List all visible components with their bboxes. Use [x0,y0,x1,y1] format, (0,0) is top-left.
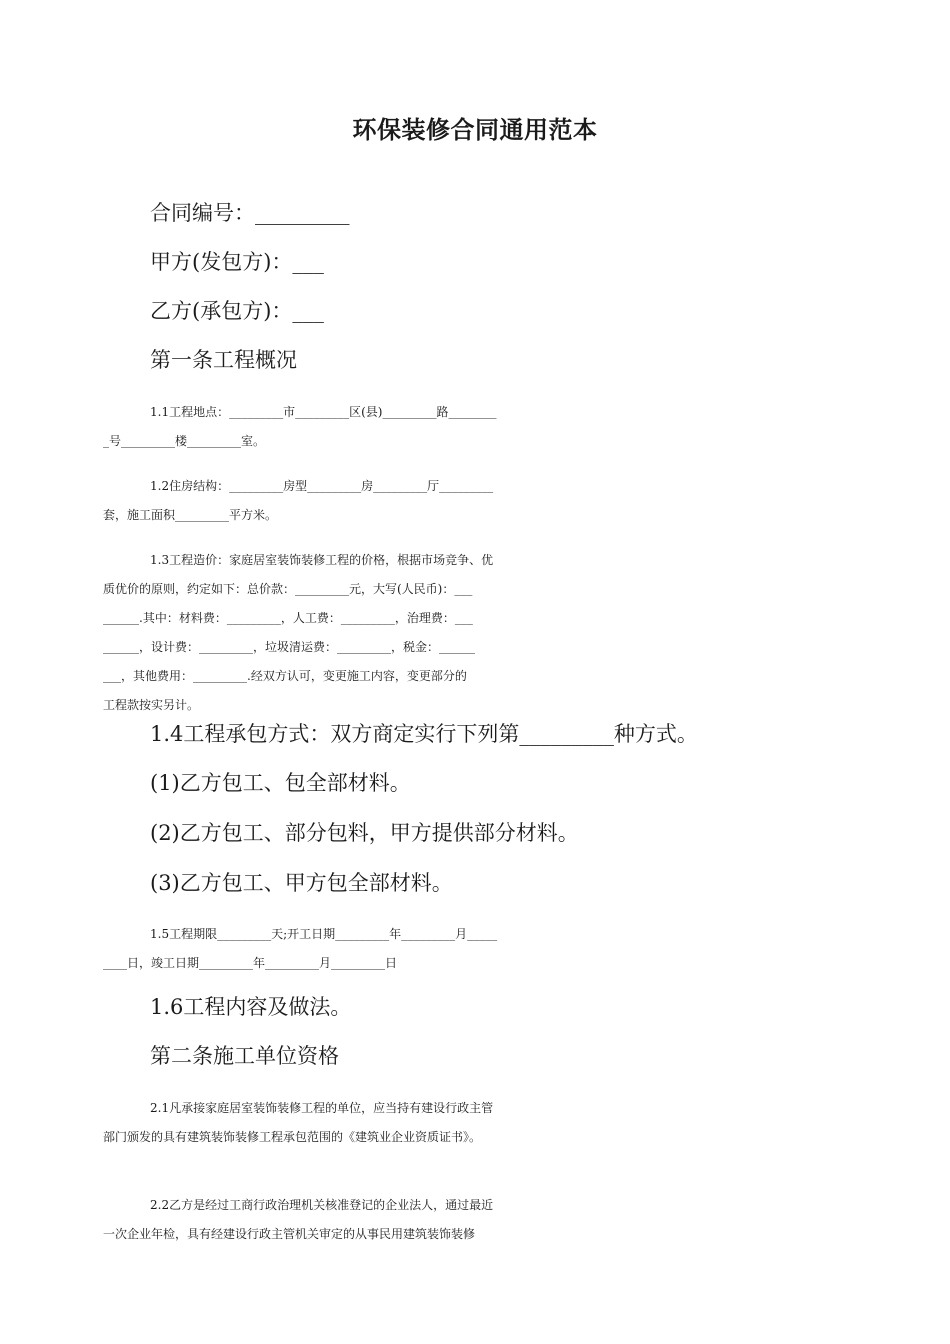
article-2-heading: 第二条施工单位资格 [150,1044,339,1068]
clause-1-6: 1.6工程内容及做法。 [150,995,352,1019]
clause-1-2-line: 1.2住房结构：_________房型_________房_________厅_________ [150,479,494,493]
clause-1-2 [103,472,853,530]
option-1: (1)乙方包工、包全部材料。 [150,771,411,795]
article-1-heading: 第一条工程概况 [150,348,297,372]
document-title: 环保装修合同通用范本 [352,116,598,144]
clause-1-3-line: 1.3工程造价：家庭居室装饰装修工程的价格，根据市场竞争、优 [150,553,494,567]
contract-number-line: 合同编号：_________ [150,201,350,225]
clause-1-1-line: _号_________楼_________室。 [103,434,266,448]
clause-1-5 [103,920,853,978]
clause-1-3-line: ______.其中：材料费：_________，人工费：_________，治理费：___ [103,611,473,625]
clause-1-1 [103,398,853,456]
clause-1-2-line: 套，施工面积_________平方米。 [103,508,278,522]
clause-2-1-line: 部门颁发的具有建筑装饰装修工程承包范围的《建筑业企业资质证书》。 [103,1130,482,1144]
clause-1-3 [103,546,853,720]
clause-1-3-line: ______，设计费：_________，垃圾清运费：_________，税金：______ [103,640,476,654]
option-2: (2)乙方包工、部分包料，甲方提供部分材料。 [150,821,579,845]
option-3: (3)乙方包工、甲方包全部材料。 [150,871,453,895]
party-a-line: 甲方(发包方)：___ [150,250,324,274]
clause-2-1-line: 2.1凡承接家庭居室装饰装修工程的单位，应当持有建设行政主管 [150,1101,494,1115]
clause-1-3-line: ___，其他费用：_________.经双方认可，变更施工内容，变更部分的 [103,669,467,683]
clause-1-5-line: 1.5工程期限_________天;开工日期_________年_________月_____ [150,927,498,941]
clause-1-1-line: 1.1工程地点：_________市_________区(县)_________路________ [150,405,497,419]
clause-2-2-line: 2.2乙方是经过工商行政治理机关核准登记的企业法人，通过最近 [150,1198,494,1212]
clause-2-1 [103,1094,853,1152]
clause-1-3-line: 工程款按实另计。 [103,698,200,712]
clause-1-3-line: 质优价的原则，约定如下：总价款：_________元，大写(人民币)：___ [103,582,473,596]
clause-1-5-line: ____日，竣工日期_________年_________月_________日 [103,956,398,970]
clause-2-2 [103,1191,853,1249]
party-b-line: 乙方(承包方)：___ [150,299,324,323]
clause-2-2-line: 一次企业年检，具有经建设行政主管机关审定的从事民用建筑装饰装修 [103,1227,476,1241]
clause-1-4: 1.4工程承包方式：双方商定实行下列第_________种方式。 [150,722,698,746]
